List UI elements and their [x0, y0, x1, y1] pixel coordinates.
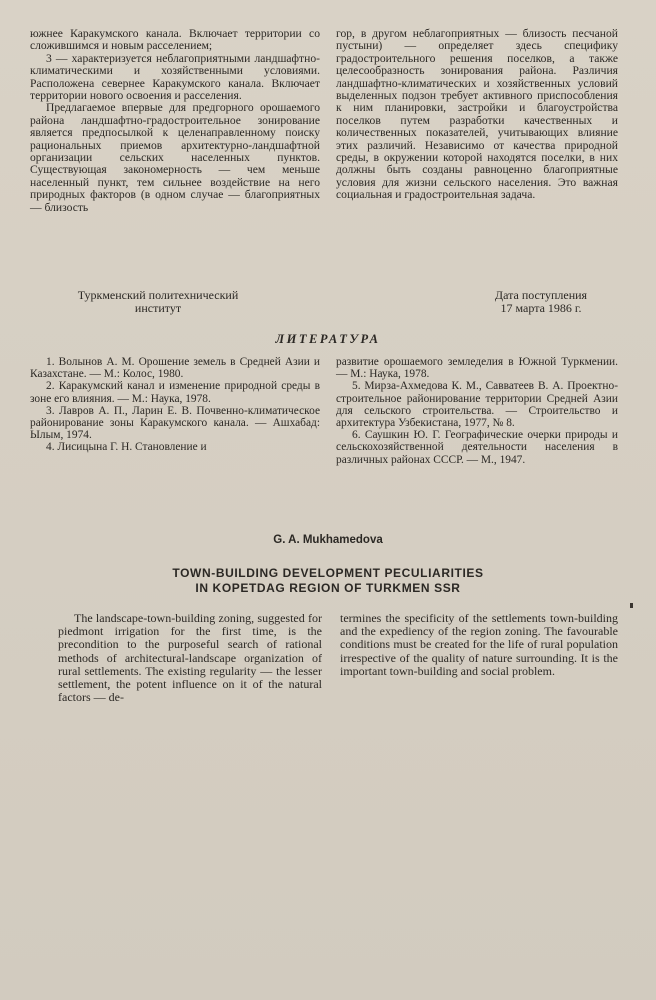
references-left-column — [30, 356, 320, 454]
paragraph: южнее Каракумского канала. Включает территории со сложившимся и новым расселением; — [30, 27, 320, 53]
author-affiliation: Туркменский политехнический институт — [77, 288, 239, 315]
reference-item: 5. Мирза-Ахмедова К. М., Савватеев В. А. Проектно-строительное районирование территории Средней Азии для сельского строительства. — Строительство и архитектура Узбекистана, 1977, № 8. — [336, 380, 618, 430]
russian-text-left-column — [30, 28, 320, 214]
russian-text-right-column — [336, 28, 618, 202]
paragraph: termines the specificity of the settlements town-building and the expediency of the region zoning. The favourable conditions must be created for the life of rural population irrespective of the quality of nature surrounding. It is the important town-building and social problem. — [340, 611, 618, 678]
paragraph: гор, в другом неблагоприятных — близость песчаной пустыни) — определяет здесь специфику градостроительного решения поселков, а также целесообразность зонирования района. Различия ландшафтно-климатических и хозяйственных условий выделенных подзон требует активного приспособления к ним планировки, застройки и благоустройства поселков путем разработки качественных и количественных показателей, учитывающих влияние этих различий. Независимо от качества природной среды, в окружении которой находятся поселки, в них должны быть созданы равноценно благоприятные условия для жизни сельского населения. Это важная социальная и градостроительная задача. — [336, 27, 618, 202]
reference-item: 6. Саушкин Ю. Г. Географические очерки природы и сельскохозяйственной деятельности населения в различных районах СССР. — М., 1947. — [336, 429, 618, 466]
reference-item: 4. Лисицына Г. Н. Становление и — [46, 441, 207, 454]
reference-item: развитие орошаемого земледелия в Южной Туркмении. — М.: Наука, 1978. — [336, 356, 618, 381]
literature-heading: ЛИТЕРАТУРА — [275, 332, 381, 346]
reference-item: 1. Волынов А. М. Орошение земель в Средней Азии и Казахстане. — М.: Колос, 1980. — [30, 356, 320, 381]
paragraph: Предлагаемое впервые для предгорного орошаемого района ландшафтно-градостроительное зонирование является предпосылкой к целенаправленному поиску рациональных приемов архитектурно-ландшафтной организации сельских населенных пунктов. Существующая закономерность — чем меньше населенный пункт, тем сильнее воздействие на него природных факторов (в одном случае — благоприятных — близость — [30, 101, 320, 214]
reference-item: 2. Каракумский канал и изменение природной среды в зоне его влияния. — М.: Наука, 1978. — [30, 380, 320, 405]
english-title: TOWN-BUILDING DEVELOPMENT PECULIARITIES IN KOPETDAG REGION OF TURKMEN SSR — [172, 566, 484, 595]
received-date: Дата поступления 17 марта 1986 г. — [494, 288, 588, 315]
english-abstract-left — [58, 612, 322, 704]
reference-item: 3. Лавров А. П., Ларин Е. В. Почвенно-климатическое районирование зоны Каракумского канала. — Ашхабад: Ылым, 1974. — [30, 404, 320, 442]
paragraph: 3 — характеризуется неблагоприятными ландшафтно-климатическими и хозяйственными условиями. Расположена севернее Каракумского канала. Включает территории нового освоения и расселения. — [30, 51, 320, 103]
english-author: G. A. Mukhamedova — [273, 534, 383, 546]
english-abstract-right — [340, 612, 618, 678]
paragraph: The landscape-town-building zoning, suggested for piedmont irrigation for the first time, is the precondition to the purposeful search of rational methods of architectural-landscape organization of rural settlements. The existing regularity — the lesser settlement, the potent influence on it of the natural factors — de- — [58, 611, 322, 705]
references-right-column — [336, 356, 618, 466]
margin-mark — [630, 603, 633, 608]
